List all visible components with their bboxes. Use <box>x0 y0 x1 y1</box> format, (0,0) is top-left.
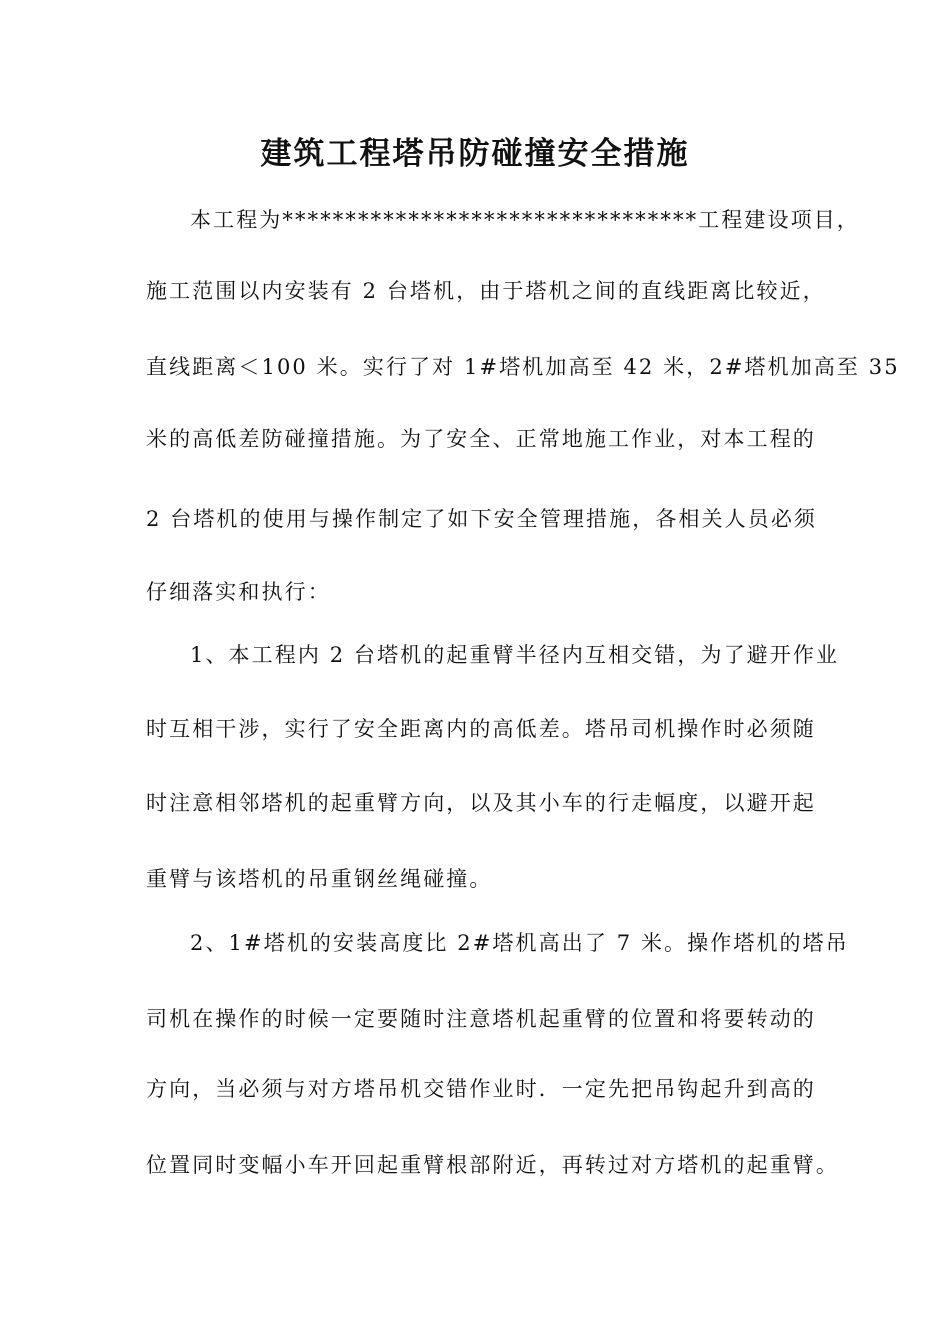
paragraph-line: 2、1#塔机的安装高度比 2#塔机高出了 7 米。操作塔机的塔吊 <box>190 931 849 955</box>
paragraph-line: 仔细落实和执行： <box>146 580 331 604</box>
paragraph-line: 1、本工程内 2 台塔机的起重臂半径内互相交错，为了避开作业 <box>190 643 840 667</box>
paragraph-line: 直线距离＜100 米。实行了对 1#塔机加高至 42 米，2#塔机加高至 35 <box>146 355 900 379</box>
paragraph-line: 时注意相邻塔机的起重臂方向，以及其小车的行走幅度，以避开起 <box>146 791 816 815</box>
paragraph-line: 米的高低差防碰撞措施。为了安全、正常地施工作业，对本工程的 <box>146 427 816 451</box>
paragraph-line: 位置同时变幅小车开回起重臂根部附近，再转过对方塔机的起重臂。 <box>146 1153 839 1177</box>
paragraph-line: 2 台塔机的使用与操作制定了如下安全管理措施，各相关人员必须 <box>146 507 818 531</box>
document-title: 建筑工程塔吊防碰撞安全措施 <box>260 136 690 172</box>
paragraph-line: 施工范围以内安装有 2 台塔机，由于塔机之间的直线距离比较近， <box>146 279 826 303</box>
paragraph-line: 时互相干涉，实行了安全距离内的高低差。塔吊司机操作时必须随 <box>146 717 816 741</box>
paragraph-line: 司机在操作的时候一定要随时注意塔机起重臂的位置和将要转动的 <box>146 1007 816 1031</box>
paragraph-line: 方向，当必须与对方塔吊机交错作业时．一定先把吊钩起升到高的 <box>146 1077 816 1101</box>
paragraph-line: 重臂与该塔机的吊重钢丝绳碰撞。 <box>146 867 493 891</box>
paragraph-line: 本工程为*********************************工程建设项目， <box>190 208 860 232</box>
